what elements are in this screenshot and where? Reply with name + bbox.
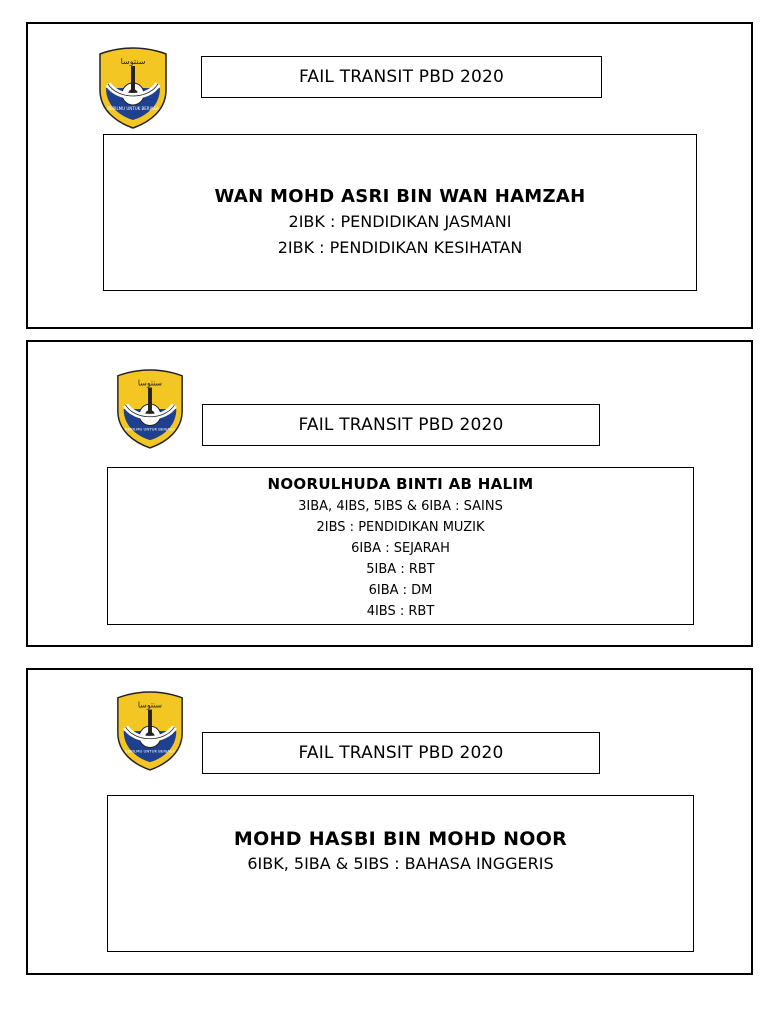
teacher-name: NOORULHUDA BINTI AB HALIM [267, 475, 534, 493]
teacher-info-box [107, 467, 694, 625]
school-crest-logo [94, 44, 172, 130]
crest-top-text: ﺳﻨﺘﻮﺳﺎ [137, 378, 163, 388]
crest-motto: BERILMU UNTUK BERJASA [125, 426, 175, 432]
subject-line: 5IBA : RBT [366, 562, 435, 577]
teacher-info-box [107, 795, 694, 952]
label-card-2 [26, 340, 753, 647]
school-crest-logo [112, 688, 188, 772]
subject-line: 6IBA : SEJARAH [351, 541, 450, 556]
teacher-name: MOHD HASBI BIN MOHD NOOR [233, 828, 568, 850]
label-card-1 [26, 22, 753, 329]
subject-line: 2IBK : PENDIDIKAN JASMANI [288, 212, 512, 231]
crest-top-text: ﺳﻨﺘﻮﺳﺎ [137, 700, 163, 710]
crest-motto: BERILMU UNTUK BERJASA [125, 748, 175, 754]
subject-line: 6IBA : DM [368, 583, 433, 598]
teacher-name: WAN MOHD ASRI BIN WAN HAMZAH [214, 186, 586, 207]
school-crest-logo [112, 366, 188, 450]
file-title-box [201, 56, 602, 98]
label-card-3 [26, 668, 753, 975]
file-title: FAIL TRANSIT PBD 2020 [298, 743, 504, 763]
file-title: FAIL TRANSIT PBD 2020 [298, 415, 504, 435]
subject-line: 3IBA, 4IBS, 5IBS & 6IBA : SAINS [298, 499, 503, 514]
teacher-info-box [103, 134, 697, 291]
crest-motto: BERILMU UNTUK BERJASA [107, 106, 159, 111]
subject-line: 2IBS : PENDIDIKAN MUZIK [316, 520, 485, 535]
subject-line: 4IBS : RBT [366, 604, 435, 619]
subject-line: 6IBK, 5IBA & 5IBS : BAHASA INGGERIS [247, 854, 554, 873]
crest-top-text: ﺳﻨﺘﻮﺳﺎ [120, 57, 146, 66]
subject-line: 2IBK : PENDIDIKAN KESIHATAN [277, 238, 523, 257]
file-title-box [202, 404, 600, 446]
file-title: FAIL TRANSIT PBD 2020 [298, 67, 505, 87]
file-title-box [202, 732, 600, 774]
